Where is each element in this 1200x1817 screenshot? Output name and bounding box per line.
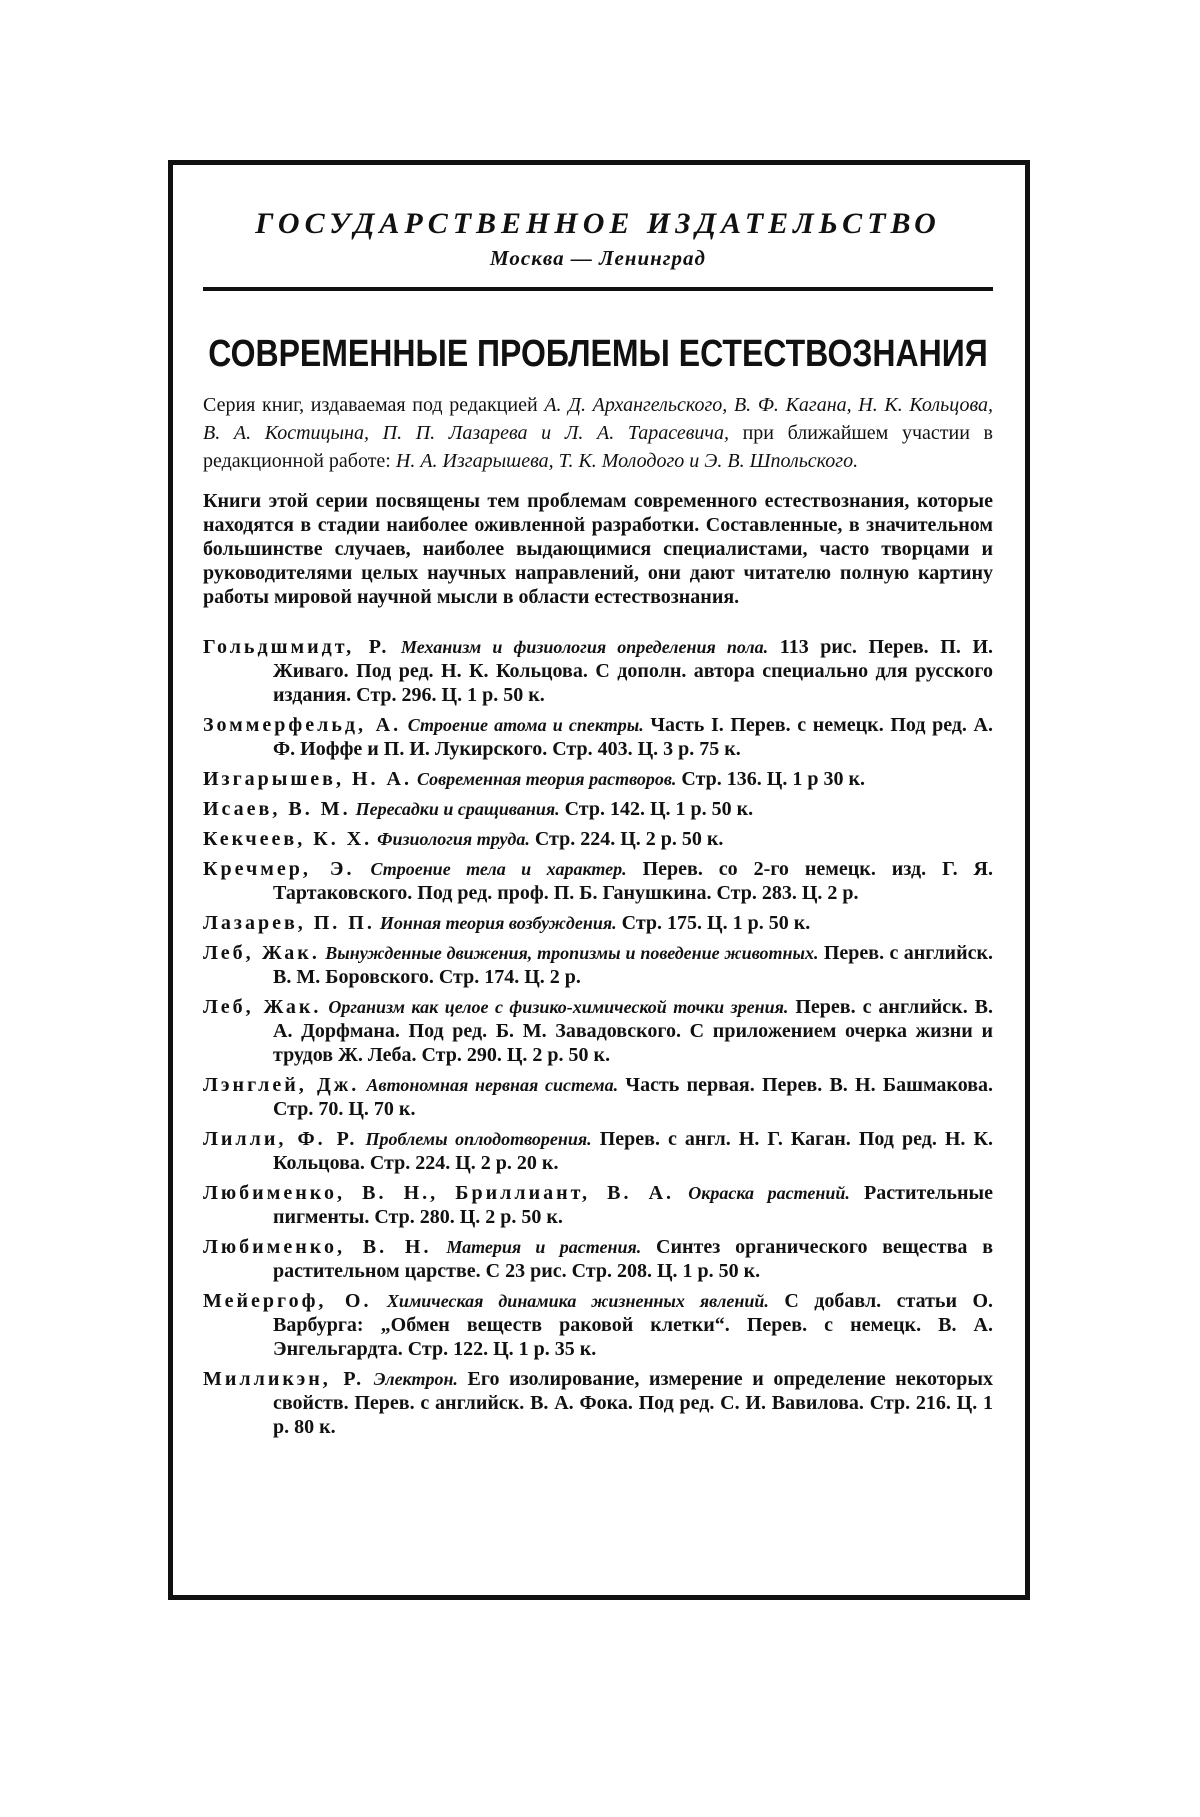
book-entry (203, 1367, 993, 1439)
book-title: Современная теория растворов. (417, 769, 676, 789)
book-details: Перев. с английск. В. А. Дорфмана. Под ред. Б. М. Завадовского. С приложением очерка жизни и трудов Ж. Леба. Стр. 290. Ц. 2 р. 50 к. (273, 996, 993, 1066)
book-title: Строение атома и спектры. (408, 715, 644, 735)
page-frame (168, 160, 1030, 1600)
book-entry (203, 1181, 993, 1229)
publisher-city: Москва — Ленинград (203, 245, 993, 271)
book-author: Мейергоф, О. (203, 1290, 371, 1312)
book-author: Гольдшмидт, Р. (203, 636, 389, 658)
book-details: Его изолирование, измерение и определение некоторых свойств. Перев. с английск. В. А. Фока. Под ред. С. И. Вавилова. Стр. 216. Ц. 1 р. 80 к. (273, 1368, 993, 1438)
book-title: Автономная нервная система. (367, 1075, 619, 1095)
book-entry (203, 1235, 993, 1283)
book-title: Химическая динамика жизненных явлений. (387, 1291, 769, 1311)
book-details: Стр. 136. Ц. 1 р 30 к. (681, 768, 865, 790)
page-content (203, 207, 993, 1445)
book-details: Перев. с англ. Н. Г. Каган. Под ред. Н. К. Кольцова. Стр. 224. Ц. 2 р. 20 к. (273, 1128, 993, 1174)
book-author: Любименко, В. Н., Бриллиант, В. А. (203, 1182, 674, 1204)
book-title: Вынужденные движения, тропизмы и поведение животных. (325, 943, 818, 963)
assist-lead: при ближайшем участии в редакционной работе: (203, 422, 993, 472)
book-author: Кречмер, Э. (203, 858, 354, 880)
book-entry (203, 1289, 993, 1361)
book-entry (203, 635, 993, 707)
book-title: Организм как целое с физико-химической точки зрения. (328, 997, 788, 1017)
book-author: Милликэн, Р. (203, 1368, 364, 1390)
book-entry (203, 713, 993, 761)
book-title: Окраска растений. (688, 1183, 850, 1203)
book-entry (203, 1127, 993, 1175)
book-author: Лилли, Ф. Р. (203, 1128, 357, 1150)
book-title: Электрон. (374, 1369, 458, 1389)
book-author: Лазарев, П. П. (203, 912, 375, 934)
book-author: Исаев, В. М. (203, 798, 351, 820)
book-details: С добавл. статьи О. Варбурга: „Обмен веществ раковой клетки“. Перев. с немецк. В. А. Энгельгардта. Стр. 122. Ц. 1 р. 35 к. (273, 1290, 993, 1360)
book-title: Материя и растения. (446, 1237, 641, 1257)
editors-lead: Серия книг, издаваемая под редакцией (203, 394, 538, 416)
series-title: СОВРЕМЕННЫЕ ПРОБЛЕМЫ ЕСТЕСТВОЗНАНИЯ (203, 331, 993, 374)
book-entry (203, 857, 993, 905)
publisher-name: ГОСУДАРСТВЕННОЕ ИЗДАТЕЛЬСТВО (203, 207, 993, 241)
book-author: Изгарышев, Н. А. (203, 768, 412, 790)
book-details: Синтез органического вещества в растительном царстве. С 23 рис. Стр. 208. Ц. 1 р. 50 к. (273, 1236, 993, 1282)
book-title: Строение тела и характер. (370, 859, 626, 879)
assist-names: Н. А. Изгарышева, Т. К. Молодого и Э. В. Шпольского. (396, 450, 858, 472)
book-title: Механизм и физиология определения пола. (401, 637, 768, 657)
series-intro: Книги этой серии посвящены тем проблемам современного естествознания, которые находятся в стадии наиболее оживленной разработки. Составленные, в значительном большинстве случаев, наиболее выдающимися специалистами, часто творцами и руководителями целых научных направлений, они дают читателю полную картину работы мировой научной мысли в области естествознания. (203, 489, 993, 609)
book-author: Зоммерфельд, А. (203, 714, 401, 736)
book-details: Часть первая. Перев. В. Н. Башмакова. Стр. 70. Ц. 70 к. (273, 1074, 993, 1120)
book-title: Ионная теория возбуждения. (380, 913, 617, 933)
series-editors (203, 391, 993, 475)
book-details: Стр. 224. Ц. 2 р. 50 к. (535, 828, 724, 850)
book-title: Проблемы оплодотворения. (365, 1129, 591, 1149)
book-entry (203, 797, 993, 821)
book-entry (203, 1073, 993, 1121)
book-details: Стр. 142. Ц. 1 р. 50 к. (565, 798, 754, 820)
book-author: Леб, Жак. (203, 996, 321, 1018)
header-divider (203, 287, 993, 291)
book-details: Перев. со 2-го немецк. изд. Г. Я. Тартаковского. Под ред. проф. П. Б. Ганушкина. Стр. 283. Ц. 2 р. (273, 858, 993, 904)
book-details: Стр. 175. Ц. 1 р. 50 к. (622, 912, 811, 934)
series-editors-paragraph (203, 391, 993, 475)
book-entry (203, 767, 993, 791)
book-details: Перев. с английск. В. М. Боровского. Стр. 174. Ц. 2 р. (273, 942, 993, 988)
book-details: Растительные пигменты. Стр. 280. Ц. 2 р. 50 к. (273, 1182, 993, 1228)
book-list (203, 635, 993, 1439)
book-author: Леб, Жак. (203, 942, 320, 964)
book-title: Пересадки и сращивания. (356, 799, 560, 819)
book-entry (203, 911, 993, 935)
book-entry (203, 827, 993, 851)
book-title: Физиология труда. (377, 829, 530, 849)
book-details: Часть I. Перев. с немецк. Под ред. А. Ф. Иоффе и П. И. Лукирского. Стр. 403. Ц. 3 р. 75 к. (273, 714, 993, 760)
book-entry (203, 941, 993, 989)
book-details: 113 рис. Перев. П. И. Живаго. Под ред. Н. К. Кольцова. С дополн. автора специально для русского издания. Стр. 296. Ц. 1 р. 50 к. (273, 636, 993, 706)
book-author: Кекчеев, К. Х. (203, 828, 372, 850)
book-author: Лэнглей, Дж. (203, 1074, 359, 1096)
editors-names: А. Д. Архангельского, В. Ф. Кагана, Н. К. Кольцова, В. А. Костицына, П. П. Лазарева и Л. А. Тарасевича, (203, 394, 993, 444)
book-author: Любименко, В. Н. (203, 1236, 432, 1258)
book-entry (203, 995, 993, 1067)
